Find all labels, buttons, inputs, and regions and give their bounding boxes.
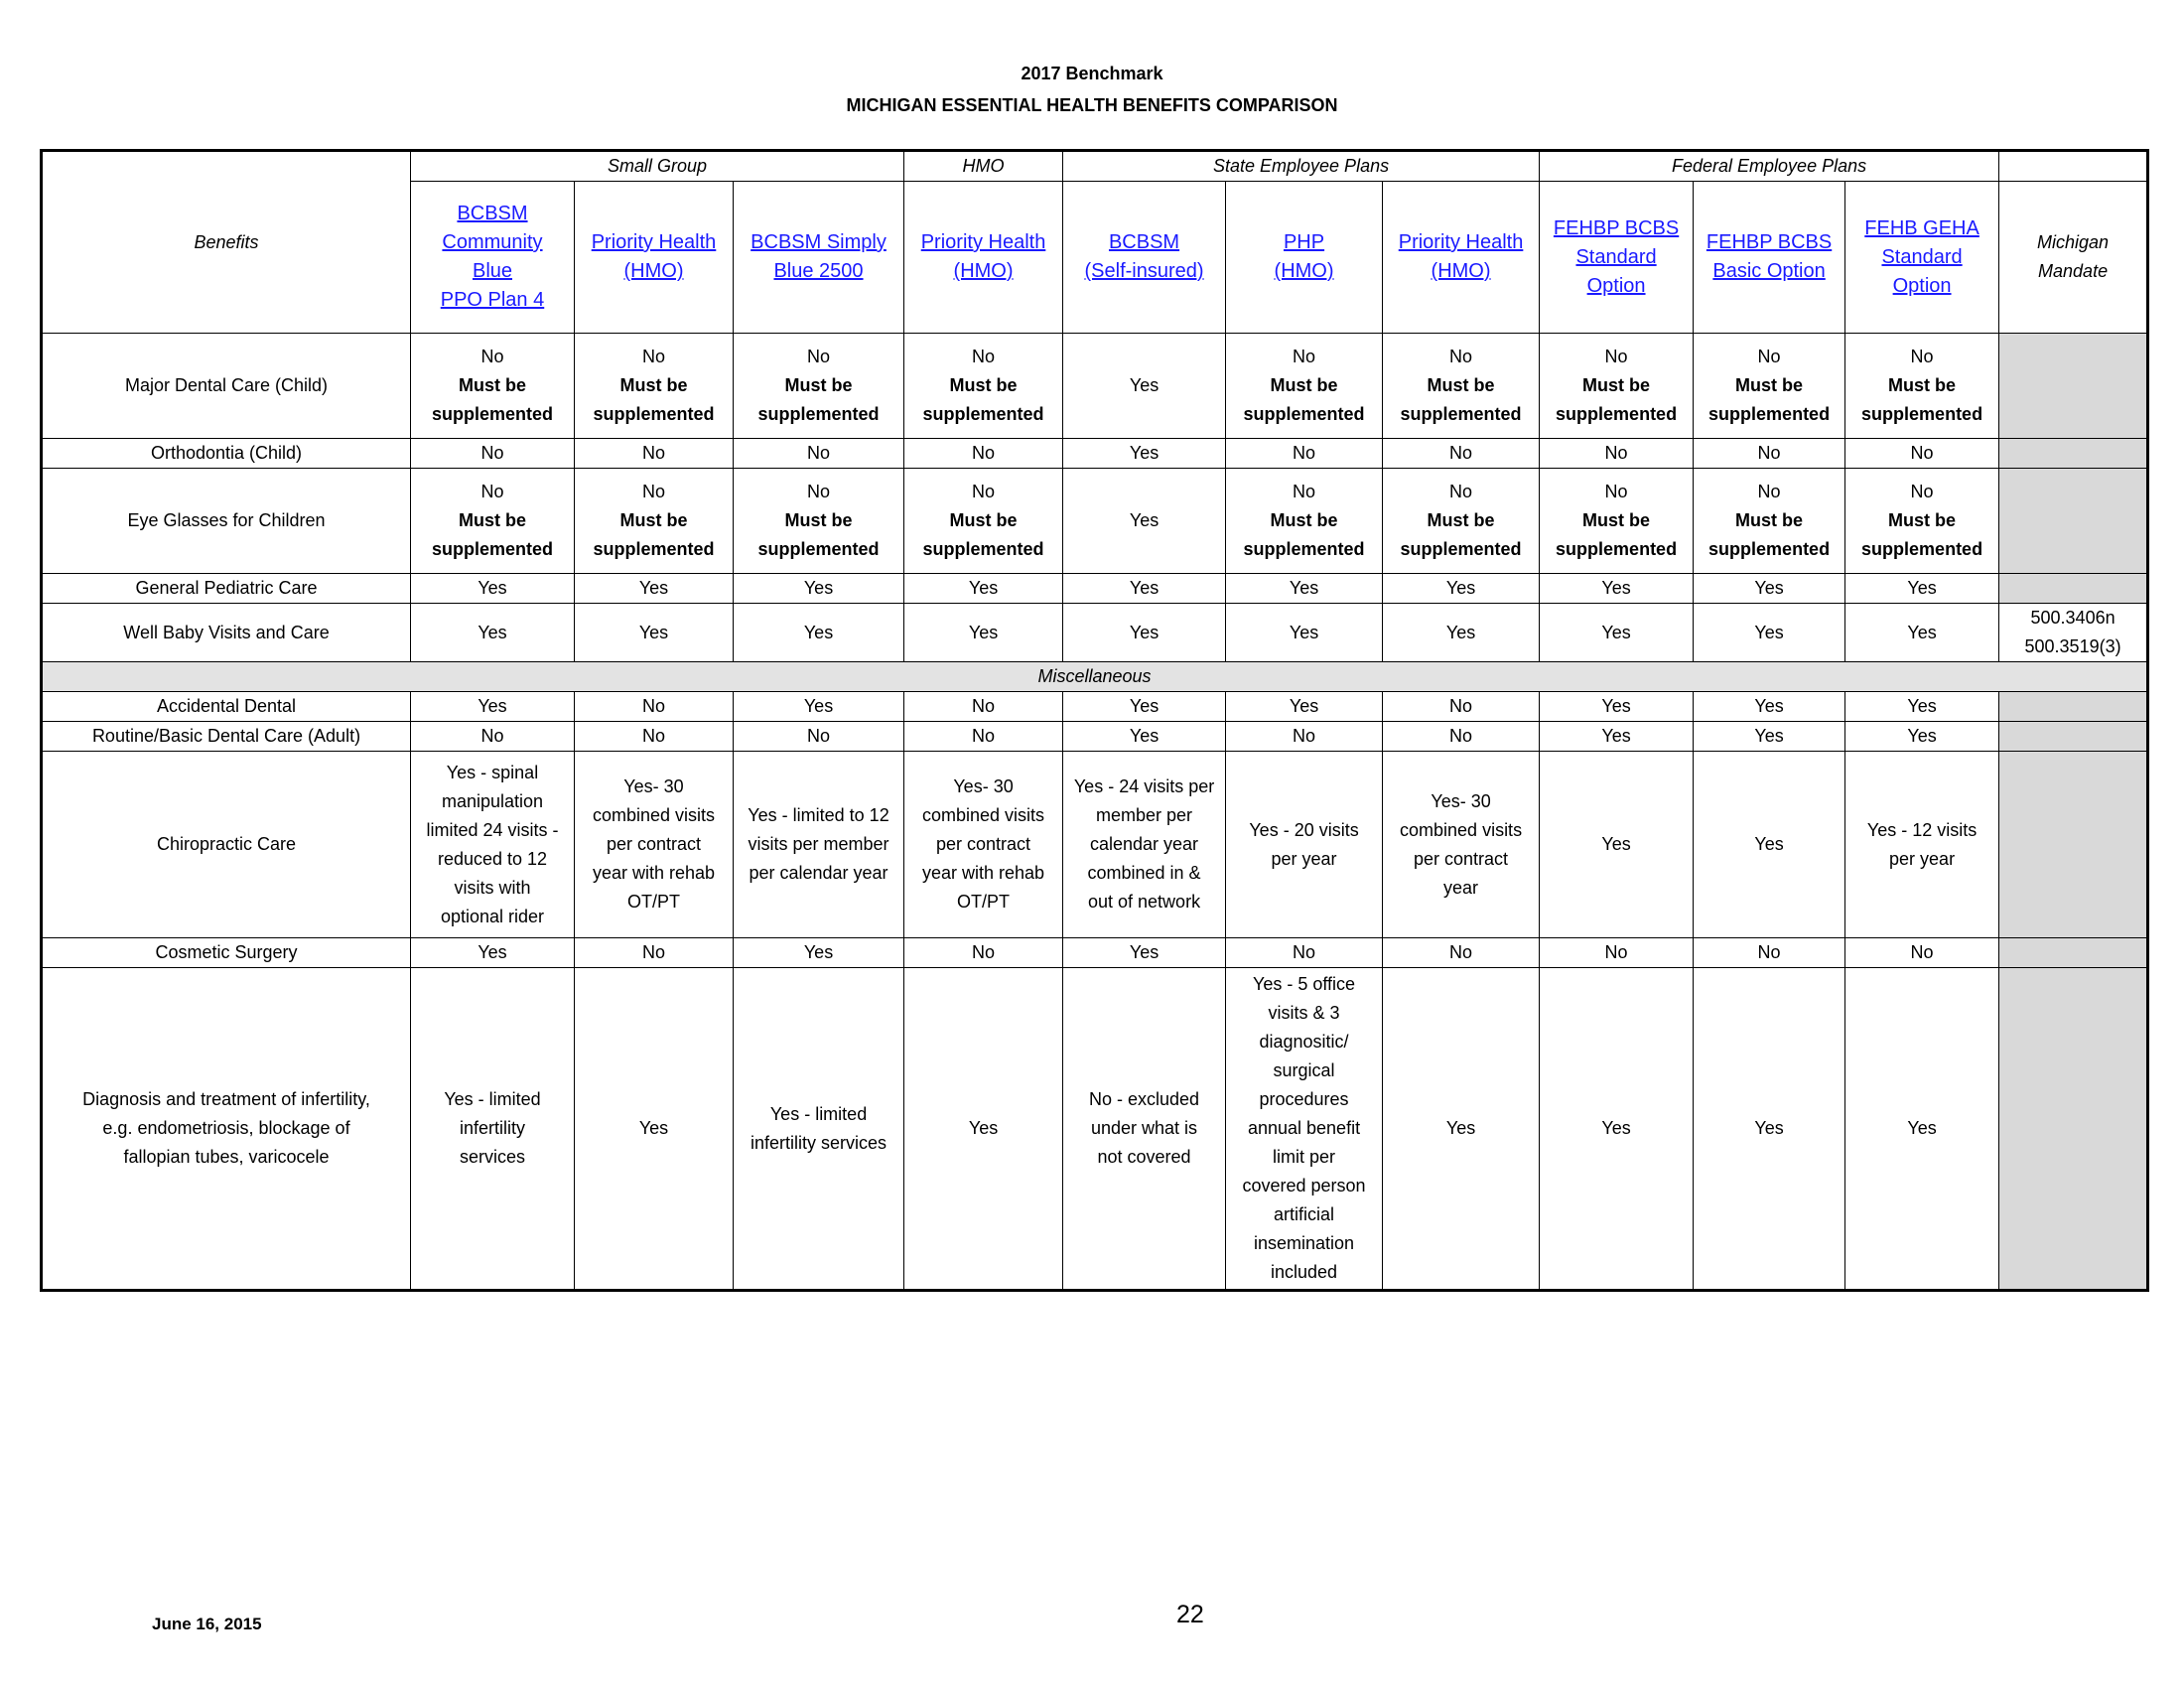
table-cell: Yes <box>1226 574 1383 604</box>
table-cell: No - excluded under what is not covered <box>1063 968 1226 1291</box>
table-cell: Yes <box>1540 968 1694 1291</box>
table-cell: Yes <box>575 968 734 1291</box>
table-cell: Yes- 30 combined visits per contract year with rehab OT/PT <box>575 752 734 938</box>
table-cell: Yes <box>1694 722 1845 752</box>
table-cell: Yes <box>575 604 734 662</box>
table-cell: Yes <box>1226 692 1383 722</box>
table-cell: No Must be supplemented <box>734 334 904 439</box>
table-cell: Yes - spinal manipulation limited 24 visits - reduced to 12 visits with optional rider <box>411 752 575 938</box>
table-cell: No <box>575 722 734 752</box>
mandate-cell <box>1999 469 2148 574</box>
mandate-cell <box>1999 968 2148 1291</box>
table-cell: Yes <box>1063 722 1226 752</box>
row-label: Major Dental Care (Child) <box>42 334 411 439</box>
table-cell: No <box>904 692 1063 722</box>
mandate-cell <box>1999 722 2148 752</box>
plan-link[interactable]: Priority Health (HMO) <box>904 182 1063 334</box>
table-cell: No Must be supplemented <box>1845 334 1999 439</box>
table-cell: Yes <box>1694 574 1845 604</box>
row-label: Well Baby Visits and Care <box>42 604 411 662</box>
table-cell: Yes <box>411 938 575 968</box>
table-cell: Yes <box>1540 604 1694 662</box>
michigan-mandate-header: Michigan Mandate <box>1999 182 2148 334</box>
plan-link[interactable]: Priority Health (HMO) <box>575 182 734 334</box>
table-cell: Yes <box>1063 439 1226 469</box>
row-label: General Pediatric Care <box>42 574 411 604</box>
mandate-cell <box>1999 334 2148 439</box>
table-cell: Yes <box>1540 574 1694 604</box>
table-cell: Yes <box>1845 692 1999 722</box>
table-cell: No <box>1383 722 1540 752</box>
table-cell: Yes <box>904 574 1063 604</box>
table-cell: No Must be supplemented <box>1226 334 1383 439</box>
table-cell: No <box>575 439 734 469</box>
row-label: Eye Glasses for Children <box>42 469 411 574</box>
table-cell: No Must be supplemented <box>1540 334 1694 439</box>
table-cell: Yes <box>1063 604 1226 662</box>
doc-title: 2017 Benchmark <box>1021 64 1163 83</box>
mandate-cell: 500.3406n 500.3519(3) <box>1999 604 2148 662</box>
mandate-cell <box>1999 692 2148 722</box>
table-cell: No <box>575 938 734 968</box>
table-cell: Yes <box>1694 604 1845 662</box>
table-cell: Yes <box>1063 469 1226 574</box>
table-cell: No <box>1845 938 1999 968</box>
table-cell: Yes <box>1383 604 1540 662</box>
table-cell: Yes - limited to 12 visits per member per calendar year <box>734 752 904 938</box>
section-miscellaneous: Miscellaneous <box>42 662 2148 692</box>
table-cell: No <box>1226 439 1383 469</box>
table-cell: No Must be supplemented <box>1226 469 1383 574</box>
table-cell: No Must be supplemented <box>1383 334 1540 439</box>
table-cell: No Must be supplemented <box>1383 469 1540 574</box>
table-cell: Yes <box>1845 604 1999 662</box>
table-cell: Yes <box>1694 692 1845 722</box>
table-cell: Yes - 12 visits per year <box>1845 752 1999 938</box>
table-cell: Yes <box>1694 752 1845 938</box>
table-cell: No <box>1226 938 1383 968</box>
table-cell: No Must be supplemented <box>734 469 904 574</box>
mandate-cell <box>1999 752 2148 938</box>
table-cell: No <box>904 938 1063 968</box>
table-cell: Yes <box>411 604 575 662</box>
table-cell: Yes <box>734 604 904 662</box>
table-cell: No Must be supplemented <box>411 334 575 439</box>
table-cell: Yes <box>1063 938 1226 968</box>
table-cell: No <box>734 722 904 752</box>
table-row <box>42 722 2148 752</box>
table-cell: Yes <box>575 574 734 604</box>
table-cell: No <box>1226 722 1383 752</box>
table-cell: No <box>734 439 904 469</box>
table-cell: No <box>1845 439 1999 469</box>
plan-link[interactable]: BCBSM Simply Blue 2500 <box>734 182 904 334</box>
plan-link[interactable]: FEHBP BCBS Standard Option <box>1540 182 1694 334</box>
table-cell: Yes <box>1226 604 1383 662</box>
row-label: Routine/Basic Dental Care (Adult) <box>42 722 411 752</box>
table-cell: No Must be supplemented <box>1694 469 1845 574</box>
table-cell: No Must be supplemented <box>904 469 1063 574</box>
table-row <box>42 938 2148 968</box>
table-cell: Yes <box>1540 752 1694 938</box>
group-header-row <box>42 151 2148 182</box>
benefits-column-header: Benefits <box>42 151 411 334</box>
group-federal-employee: Federal Employee Plans <box>1540 151 1999 182</box>
table-cell: No <box>1383 938 1540 968</box>
table-cell: Yes <box>411 692 575 722</box>
mandate-cell <box>1999 938 2148 968</box>
mandate-cell <box>1999 439 2148 469</box>
table-cell: Yes <box>1383 574 1540 604</box>
table-cell: Yes <box>1540 692 1694 722</box>
plan-link[interactable]: PHP (HMO) <box>1226 182 1383 334</box>
table-cell: No <box>1694 938 1845 968</box>
table-cell: Yes - 5 office visits & 3 diagnositic/ surgical procedures annual benefit limit per covered person artificial insemination included <box>1226 968 1383 1291</box>
plan-link[interactable]: BCBSM Community Blue PPO Plan 4 <box>411 182 575 334</box>
table-row <box>42 439 2148 469</box>
benefits-comparison-table <box>40 149 2149 1292</box>
table-cell: No Must be supplemented <box>575 469 734 574</box>
table-cell: No Must be supplemented <box>904 334 1063 439</box>
table-cell: Yes <box>734 692 904 722</box>
table-cell: Yes <box>1845 574 1999 604</box>
table-row <box>42 692 2148 722</box>
row-label: Chiropractic Care <box>42 752 411 938</box>
table-cell: Yes <box>1063 334 1226 439</box>
plan-link[interactable]: Priority Health (HMO) <box>1383 182 1540 334</box>
table-row <box>42 334 2148 439</box>
table-row <box>42 968 2148 1291</box>
table-cell: No <box>1540 938 1694 968</box>
table-cell: Yes <box>1063 574 1226 604</box>
row-label: Cosmetic Surgery <box>42 938 411 968</box>
table-cell: Yes <box>1383 968 1540 1291</box>
table-cell: Yes - 20 visits per year <box>1226 752 1383 938</box>
table-cell: No Must be supplemented <box>1694 334 1845 439</box>
table-cell: No <box>904 722 1063 752</box>
group-small-group: Small Group <box>411 151 904 182</box>
table-cell: Yes <box>1694 968 1845 1291</box>
table-cell: No Must be supplemented <box>575 334 734 439</box>
table-cell: Yes <box>734 938 904 968</box>
plan-link[interactable]: BCBSM (Self-insured) <box>1063 182 1226 334</box>
table-cell: Yes <box>734 574 904 604</box>
table-cell: No <box>1540 439 1694 469</box>
table-cell: No <box>411 439 575 469</box>
row-label: Accidental Dental <box>42 692 411 722</box>
table-cell: No <box>1383 439 1540 469</box>
table-cell: Yes <box>411 574 575 604</box>
table-cell: Yes <box>1063 692 1226 722</box>
table-row <box>42 752 2148 938</box>
table-cell: No <box>904 439 1063 469</box>
plan-link[interactable]: FEHB GEHA Standard Option <box>1845 182 1999 334</box>
table-cell: No Must be supplemented <box>1845 469 1999 574</box>
table-cell: Yes - limited infertility services <box>734 968 904 1291</box>
table-row <box>42 604 2148 662</box>
table-cell: Yes <box>1845 722 1999 752</box>
table-cell: No <box>575 692 734 722</box>
table-cell: No <box>1383 692 1540 722</box>
table-cell: Yes <box>904 968 1063 1291</box>
group-state-employee: State Employee Plans <box>1063 151 1540 182</box>
doc-subtitle: MICHIGAN ESSENTIAL HEALTH BENEFITS COMPARISON <box>846 95 1338 115</box>
row-label: Diagnosis and treatment of infertility, e.g. endometriosis, blockage of fallopian tubes, varicocele <box>42 968 411 1291</box>
table-cell: No <box>1694 439 1845 469</box>
footer-date: June 16, 2015 <box>152 1615 262 1633</box>
table-cell: No <box>411 722 575 752</box>
mandate-cell <box>1999 574 2148 604</box>
plan-link[interactable]: FEHBP BCBS Basic Option <box>1694 182 1845 334</box>
group-hmo: HMO <box>904 151 1063 182</box>
table-cell: Yes <box>904 604 1063 662</box>
table-row <box>42 469 2148 574</box>
section-row <box>42 662 2148 692</box>
table-cell: No Must be supplemented <box>411 469 575 574</box>
table-cell: Yes- 30 combined visits per contract year <box>1383 752 1540 938</box>
table-cell: Yes - 24 visits per member per calendar year combined in & out of network <box>1063 752 1226 938</box>
table-cell: Yes <box>1845 968 1999 1291</box>
table-cell: Yes <box>1540 722 1694 752</box>
table-cell: Yes- 30 combined visits per contract year with rehab OT/PT <box>904 752 1063 938</box>
group-blank <box>1999 151 2148 182</box>
table-cell: Yes - limited infertility services <box>411 968 575 1291</box>
page-number: 22 <box>1176 1601 1204 1628</box>
table-cell: No Must be supplemented <box>1540 469 1694 574</box>
row-label: Orthodontia (Child) <box>42 439 411 469</box>
table-row <box>42 574 2148 604</box>
